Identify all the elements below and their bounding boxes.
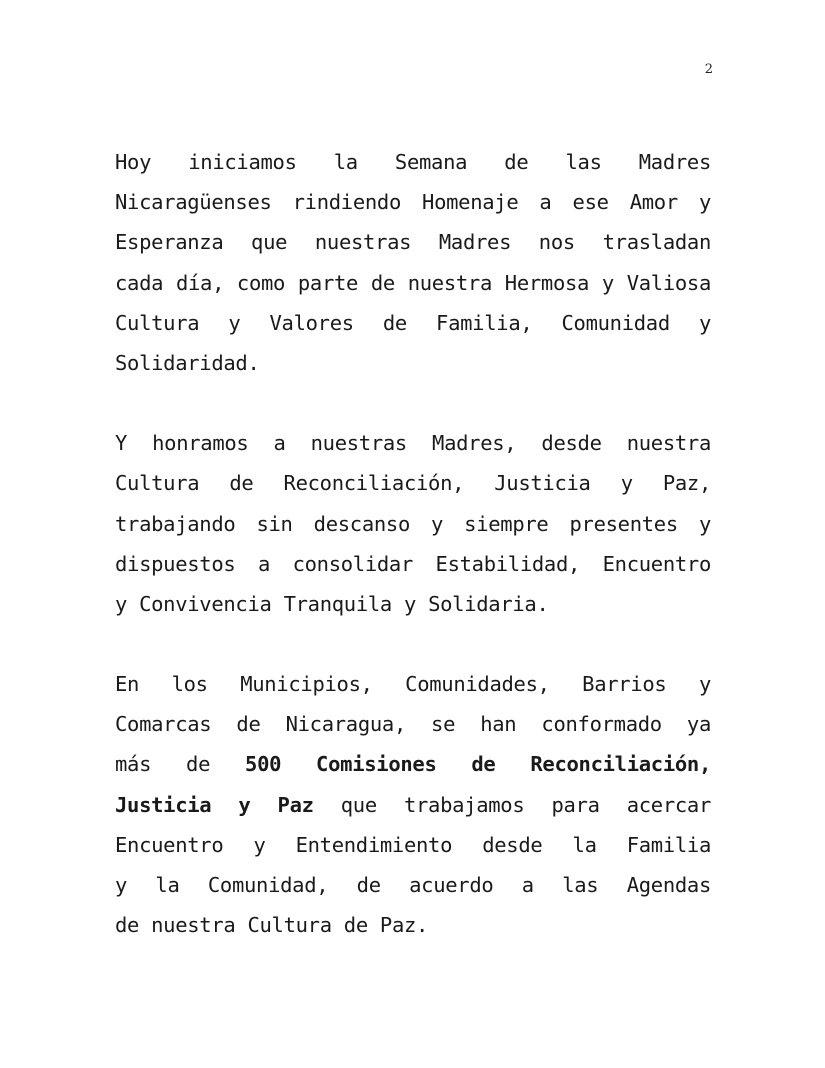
text-line: Nicaragüenses rindiendo Homenaje a ese Amor y <box>115 190 711 215</box>
text-line: Encuentro y Entendimiento desde la Familia <box>115 832 711 857</box>
text-line: Cultura y Valores de Familia, Comunidad y <box>115 310 711 335</box>
text-line: En los Municipios, Comunidades, Barrios y <box>115 672 711 697</box>
text-line: trabajando sin descanso y siempre presentes y <box>115 511 711 536</box>
text-line: Esperanza que nuestras Madres nos trasladan <box>115 230 711 255</box>
paragraph-commissions <box>115 664 711 945</box>
paragraph-honoring-mothers <box>115 423 711 624</box>
document-body <box>115 142 711 985</box>
paragraph-mothers-week <box>115 142 711 383</box>
text-line: Solidaridad. <box>115 350 260 375</box>
text-line: Comarcas de Nicaragua, se han conformado ya <box>115 712 711 737</box>
text-line: Hoy iniciamos la Semana de las Madres <box>115 150 711 174</box>
text-line: y Convivencia Tranquila y Solidaria. <box>115 591 549 616</box>
text-line: de nuestra Cultura de Paz. <box>115 913 429 938</box>
text-run: que trabajamos para acercar <box>313 792 711 817</box>
text-line: Cultura de Reconciliación, Justicia y Paz, <box>115 471 711 496</box>
bold-text-run: 500 Comisiones de Reconciliación, <box>245 752 712 777</box>
text-run: más de <box>115 752 246 777</box>
text-line: dispuestos a consolidar Estabilidad, Encuentro <box>115 551 711 576</box>
page-number: 2 <box>704 62 713 77</box>
text-line-with-bold <box>115 785 711 825</box>
text-line: cada día, como parte de nuestra Hermosa y Valiosa <box>115 270 711 295</box>
text-line: Y honramos a nuestras Madres, desde nuestra <box>115 431 711 456</box>
text-line: y la Comunidad, de acuerdo a las Agendas <box>115 873 711 897</box>
bold-text-run: Justicia y Paz <box>115 792 314 817</box>
text-line-with-bold <box>115 744 711 784</box>
